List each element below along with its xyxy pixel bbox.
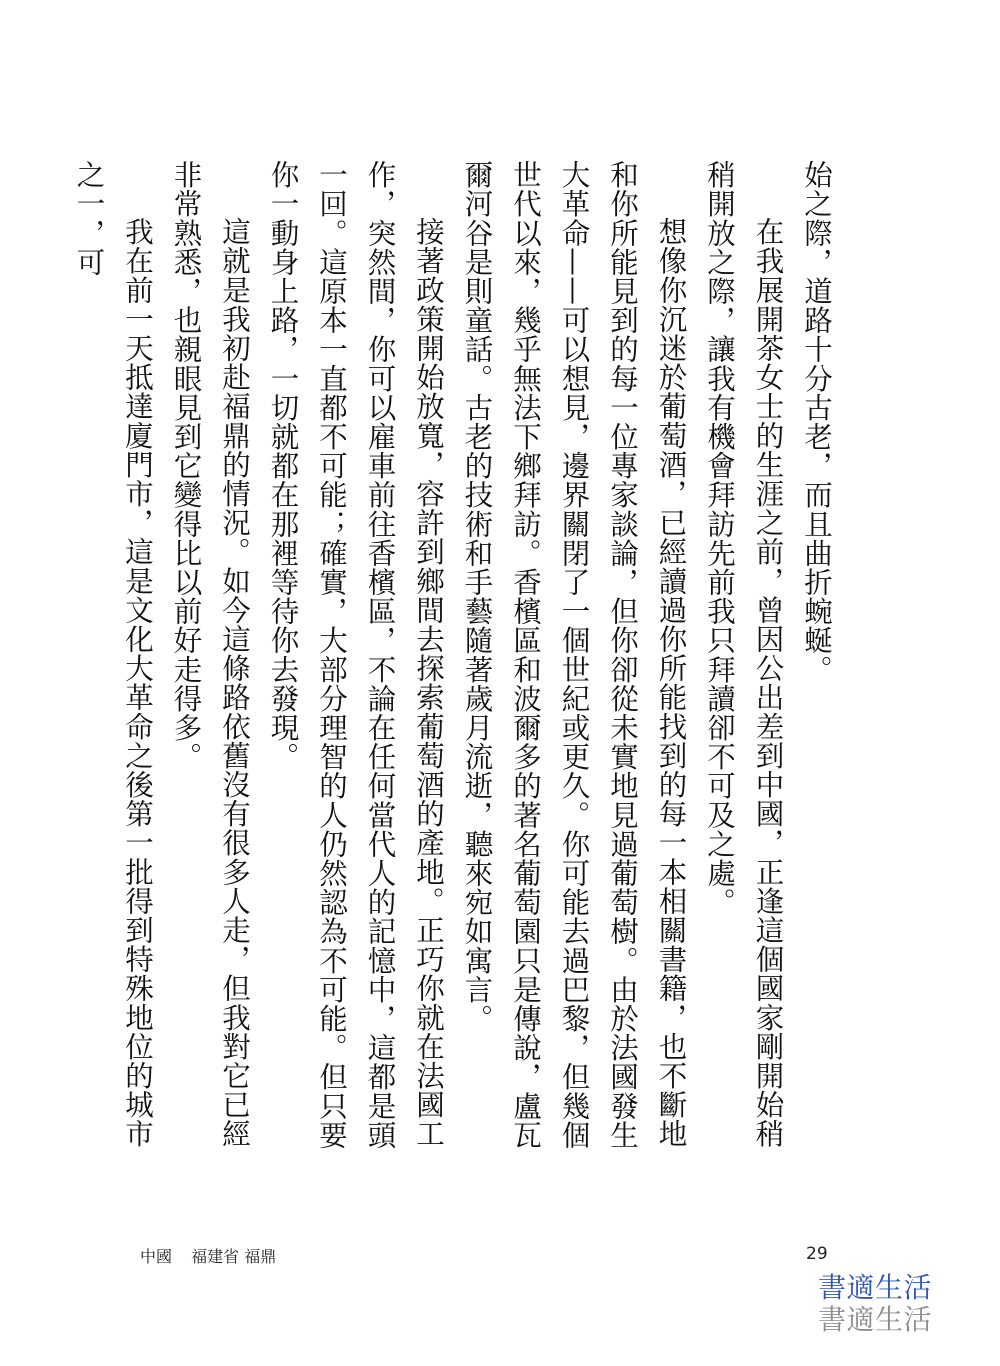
paragraph: 我在前一天抵達廈門市，這是文化大革命之後第一批得到特殊地位的城市之一，可 [72,160,154,1149]
footer-country: 中國 [140,1247,173,1266]
paragraph: 這就是我初赴福鼎的情況。如今這條路依舊沒有很多人走，但我對它已經非常熟悉，也親眼見到它變得比以前好走得多。 [169,160,251,1149]
body-text [72,160,840,1170]
footer-place: 福建省 福鼎 [191,1247,277,1266]
paragraph: 接著政策開始放寬，容許到鄉間去探索葡萄酒的產地。正巧你就在法國工作，突然間，你可以雇車前往香檳區，不論在任何當代人的記憶中，這都是頭一回。這原本一直都不可能；確實，大部分理智的人仍然認為不可能。但只要你一動身上路，一切就都在那裡等待你去發現。 [266,160,445,1150]
page-number: 29 [806,1244,828,1264]
paragraph: 想像你沉迷於葡萄酒，已經讀過你所能找到的每一本相關書籍，也不斷地和你所能見到的每一位專家談論，但你卻從未實地見過葡萄樹。由於法國發生大革命——可以想見，邊界關閉了一個世紀或更久。你可能去過巴黎，但幾個世代以來，幾乎無法下鄉拜訪。香檳區和波爾多的著名葡萄園只是傳說，盧瓦爾河谷是則童話。古老的技術和手藝隨著歲月流逝，聽來宛如寓言。 [460,160,688,1150]
paragraph-continuation: 始之際，道路十分古老，而且曲折蜿蜒。 [800,160,833,684]
running-footer [140,1244,290,1267]
watermark-line-blue: 書適生活 [818,1271,933,1304]
paragraph: 在我展開茶女士的生涯之前，曾因公出差到中國，正逢這個國家剛開始稍稍開放之際，讓我有機會拜訪先前我只拜讀卻不可及之處。 [703,160,785,1149]
watermark-line-gray: 書適生活 [818,1303,933,1336]
watermark-logo [818,1272,948,1336]
